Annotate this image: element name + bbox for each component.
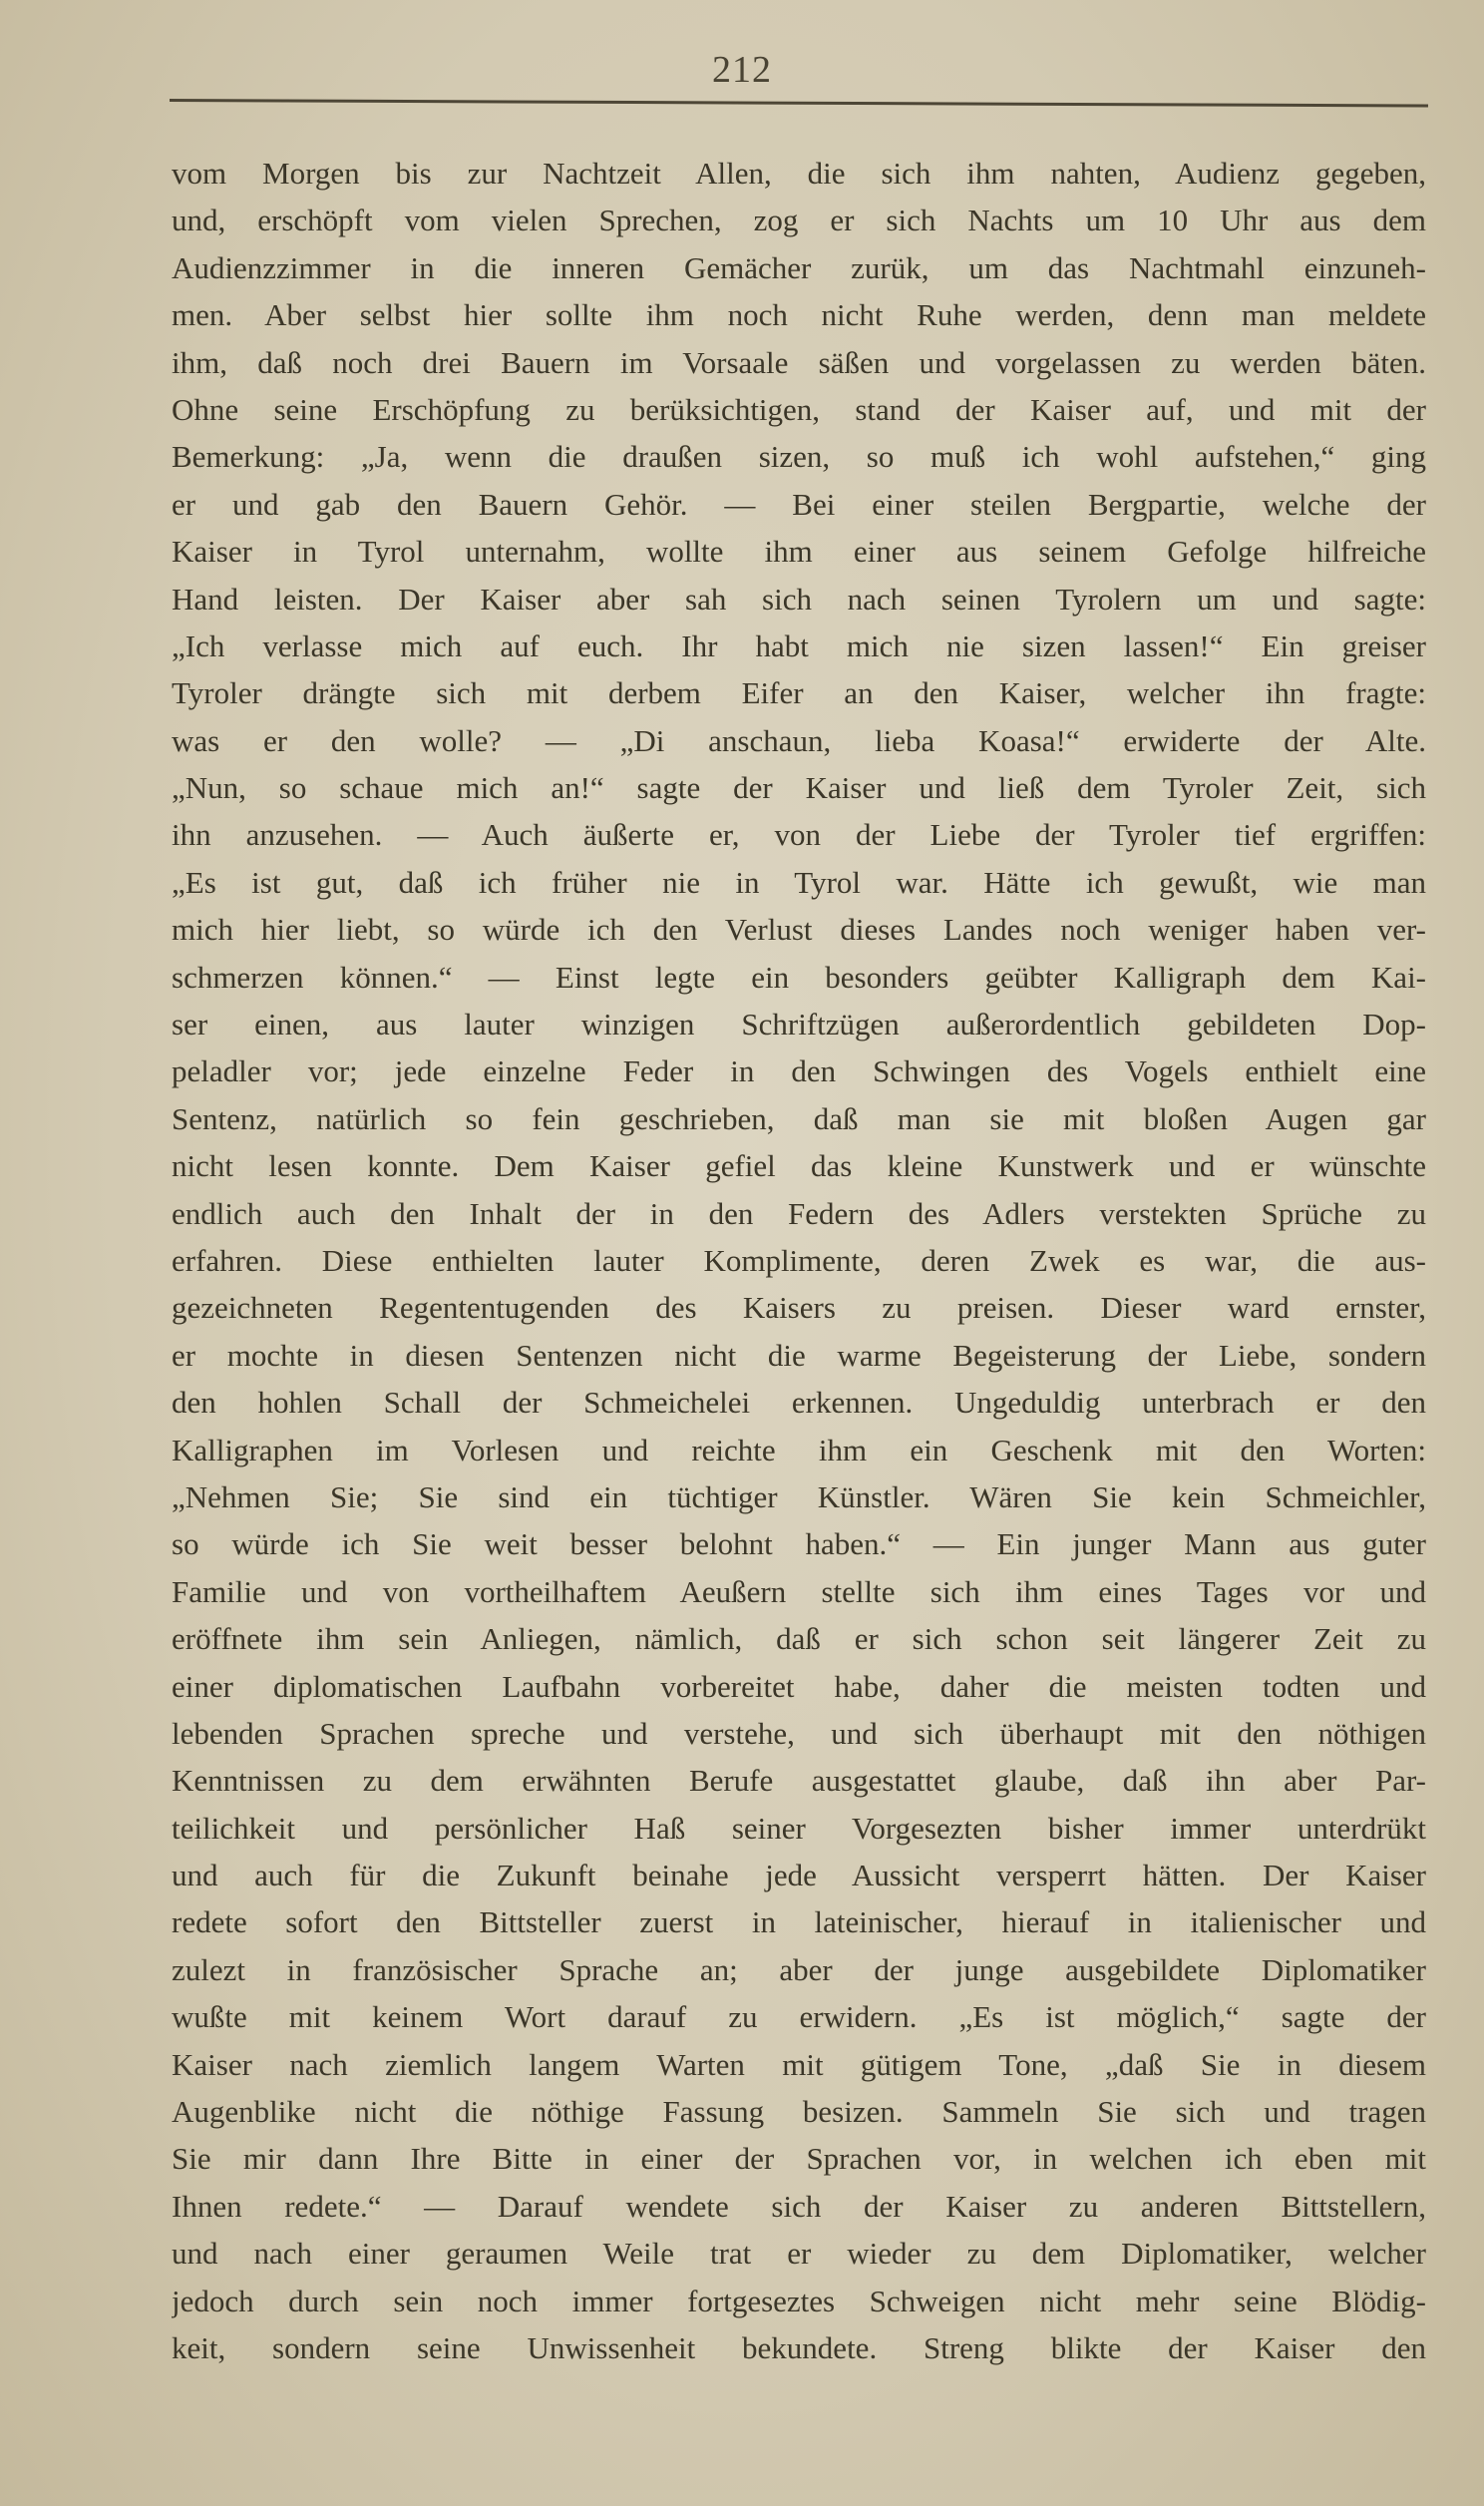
page-number: 212 (712, 49, 772, 91)
text-line: und auch für die Zukunft beinahe jede Aussicht versperrt hätten. Der Kaiser (172, 1858, 1426, 1893)
text-line: redete sofort den Bittsteller zuerst in lateinischer, hierauf in italienischer und (172, 1904, 1426, 1940)
text-line: und, erschöpft vom vielen Sprechen, zog er sich Nachts um 10 Uhr aus dem (172, 203, 1426, 238)
text-line: was er den wolle? — „Di anschaun, lieba Koasa!“ erwiderte der Alte. (172, 722, 1426, 758)
text-line: Kaiser nach ziemlich langem Warten mit gütigem Tone, „daß Sie in diesem (172, 2046, 1426, 2082)
text-line: eröffnete ihm sein Anliegen, nämlich, daß er sich schon seit längerer Zeit zu (172, 1621, 1426, 1657)
text-line: ihn anzusehen. — Auch äußerte er, von der Liebe der Tyroler tief ergriffen: (172, 817, 1426, 853)
text-line: endlich auch den Inhalt der in den Federn des Adlers verstekten Sprüche zu (172, 1195, 1426, 1231)
text-line: Ohne seine Erschöpfung zu berüksichtigen, stand der Kaiser auf, und mit der (172, 391, 1426, 427)
text-line: einer diplomatischen Laufbahn vorbereitet habe, daher die meisten todten und (172, 1668, 1426, 1704)
text-line: nicht lesen konnte. Dem Kaiser gefiel das kleine Kunstwerk und er wünschte (172, 1148, 1426, 1184)
text-line: ser einen, aus lauter winzigen Schriftzügen außerordentlich gebildeten Dop- (172, 1007, 1426, 1043)
text-line: Kalligraphen im Vorlesen und reichte ihm ein Geschenk mit den Worten: (172, 1432, 1426, 1467)
text-line: er und gab den Bauern Gehör. — Bei einer steilen Bergpartie, welche der (172, 486, 1426, 522)
text-line: Familie und von vortheilhaftem Aeußern stellte sich ihm eines Tages vor und (172, 1573, 1426, 1609)
text-line: Bemerkung: „Ja, wenn die draußen sizen, so muß ich wohl aufstehen,“ ging (172, 439, 1426, 475)
text-line: jedoch durch sein noch immer fortgeseztes Schweigen nicht mehr seine Blödig- (172, 2283, 1426, 2318)
text-line: Audienzzimmer in die inneren Gemächer zurük, um das Nachtmahl einzuneh- (172, 249, 1426, 285)
text-line: „Nun, so schaue mich an!“ sagte der Kaiser und ließ dem Tyroler Zeit, sich (172, 770, 1426, 806)
text-line: Hand leisten. Der Kaiser aber sah sich nach seinen Tyrolern um und sagte: (172, 581, 1426, 617)
text-line: ihm, daß noch drei Bauern im Vorsaale säßen und vorgelassen zu werden bäten. (172, 344, 1426, 380)
text-line: Kenntnissen zu dem erwähnten Berufe ausgestattet glaube, daß ihn aber Par- (172, 1763, 1426, 1799)
text-line: gezeichneten Regententugenden des Kaisers zu preisen. Dieser ward ernster, (172, 1290, 1426, 1326)
text-line: den hohlen Schall der Schmeichelei erkennen. Ungeduldig unterbrach er den (172, 1385, 1426, 1421)
text-line: schmerzen können.“ — Einst legte ein besonders geübter Kalligraph dem Kai- (172, 959, 1426, 995)
text-line: Tyroler drängte sich mit derbem Eifer an den Kaiser, welcher ihn fragte: (172, 675, 1426, 711)
text-line: lebenden Sprachen spreche und verstehe, und sich überhaupt mit den nöthigen (172, 1715, 1426, 1751)
text-line: men. Aber selbst hier sollte ihm noch nicht Ruhe werden, denn man meldete (172, 297, 1426, 333)
text-line: Augenblike nicht die nöthige Fassung besizen. Sammeln Sie sich und tragen (172, 2094, 1426, 2130)
text-line: so würde ich Sie weit besser belohnt haben.“ — Ein junger Mann aus guter (172, 1526, 1426, 1562)
text-line: keit, sondern seine Unwissenheit bekundete. Streng blikte der Kaiser den (172, 2329, 1426, 2365)
text-line: „Nehmen Sie; Sie sind ein tüchtiger Künstler. Wären Sie kein Schmeichler, (172, 1478, 1426, 1514)
text-line: mich hier liebt, so würde ich den Verlust dieses Landes noch weniger haben ver- (172, 912, 1426, 948)
text-line: erfahren. Diese enthielten lauter Komplimente, deren Zwek es war, die aus- (172, 1242, 1426, 1278)
text-line: er mochte in diesen Sentenzen nicht die warme Begeisterung der Liebe, sondern (172, 1337, 1426, 1373)
text-line: Sie mir dann Ihre Bitte in einer der Sprachen vor, in welchen ich eben mit (172, 2141, 1426, 2177)
text-line: vom Morgen bis zur Nachtzeit Allen, die sich ihm nahten, Audienz gegeben, (172, 156, 1426, 191)
body-text (172, 150, 1426, 2371)
text-line: wußte mit keinem Wort darauf zu erwidern. „Es ist möglich,“ sagte der (172, 1999, 1426, 2035)
text-line: peladler vor; jede einzelne Feder in den Schwingen des Vogels enthielt eine (172, 1053, 1426, 1089)
text-line: „Ich verlasse mich auf euch. Ihr habt mich nie sizen lassen!“ Ein greiser (172, 627, 1426, 663)
text-line: Sentenz, natürlich so fein geschrieben, daß man sie mit bloßen Augen gar (172, 1100, 1426, 1136)
text-line: „Es ist gut, daß ich früher nie in Tyrol war. Hätte ich gewußt, wie man (172, 864, 1426, 900)
text-line: und nach einer geraumen Weile trat er wieder zu dem Diplomatiker, welcher (172, 2236, 1426, 2272)
text-line: zulezt in französischer Sprache an; aber der junge ausgebildete Diplomatiker (172, 1951, 1426, 1987)
header-rule (170, 99, 1428, 108)
text-line: teilichkeit und persönlicher Haß seiner Vorgesezten bisher immer unterdrükt (172, 1810, 1426, 1846)
text-line: Kaiser in Tyrol unternahm, wollte ihm einer aus seinem Gefolge hilfreiche (172, 534, 1426, 570)
text-line: Ihnen redete.“ — Darauf wendete sich der Kaiser zu anderen Bittstellern, (172, 2188, 1426, 2224)
